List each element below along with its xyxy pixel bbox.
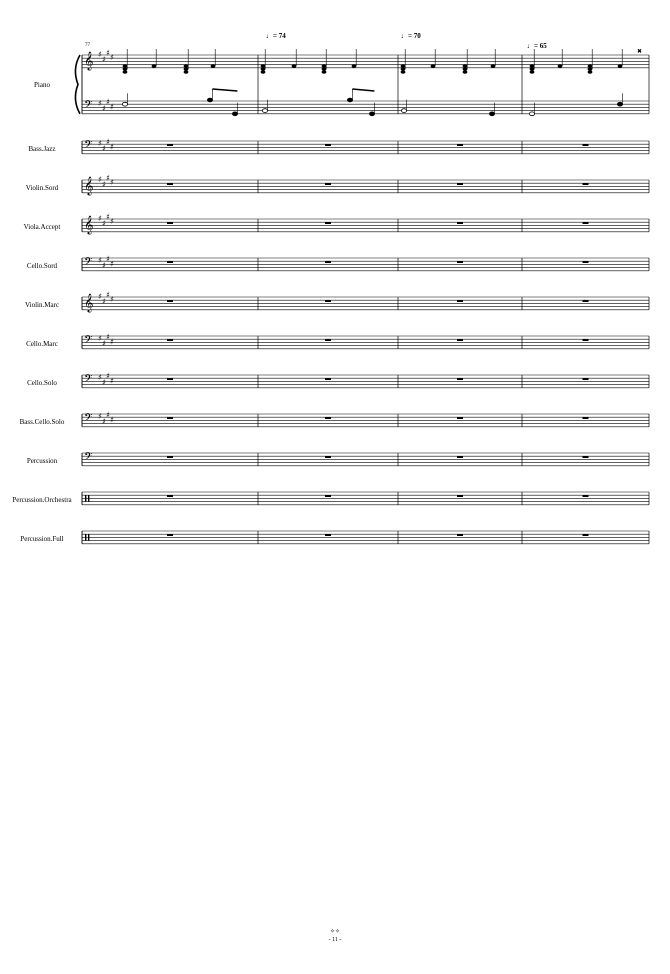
piano-bass-key-sharp: ♯: [106, 97, 110, 107]
piano-notehead: [184, 64, 189, 68]
instrument-label-cello-marc: Cello.Marc: [26, 340, 58, 348]
cello-solo-bass-clef: 𝄢: [84, 373, 93, 388]
viola-accept-whole-rest: [583, 222, 589, 224]
bass-cello-solo-whole-rest: [167, 417, 173, 419]
piano-bass-notehead: [122, 102, 127, 106]
piano-notehead: [618, 64, 623, 68]
piano-beam: [212, 89, 237, 91]
piano-notehead: [588, 70, 593, 74]
cello-marc-key-sharp: ♯: [98, 334, 102, 344]
piano-bass-notehead: [232, 112, 237, 116]
footer-mark: ✧✧: [329, 929, 341, 935]
cello-sord-whole-rest: [457, 261, 463, 263]
piano-bass-notehead: [369, 112, 374, 116]
violin-sord-whole-rest: [167, 183, 173, 185]
violin-marc-key-sharp: ♯: [98, 292, 102, 301]
cello-solo-key-sharp: ♯: [98, 373, 102, 383]
bass-jazz-whole-rest: [583, 144, 589, 146]
instrument-label-percussion: Percussion: [26, 457, 58, 465]
piano-treble-key-sharp: ♯: [98, 50, 102, 59]
percussion-bass-clef: 𝄢: [84, 451, 93, 466]
bass-cello-solo-whole-rest: [583, 417, 589, 419]
cello-sord-key-sharp: ♯: [110, 259, 114, 269]
piano-notehead: [431, 64, 436, 68]
piano-treble-key-sharp: ♯: [102, 54, 106, 64]
piano-notehead: [401, 70, 406, 74]
percussion-whole-rest: [325, 456, 331, 458]
piano-notehead: [184, 70, 189, 74]
piano-notehead: [530, 70, 535, 74]
bass-jazz-whole-rest: [325, 144, 331, 146]
tempo-mark-2-label: = 70: [408, 32, 421, 40]
piano-notehead: [463, 70, 468, 74]
percussion-full-whole-rest: [457, 534, 463, 536]
instrument-label-viola-accept: Viola.Accept: [23, 223, 61, 231]
piano-bass-notehead: [401, 109, 406, 113]
measure-number: 77: [85, 43, 90, 48]
violin-sord-key-sharp: ♯: [98, 175, 102, 184]
cello-marc-bass-clef: 𝄢: [84, 334, 93, 349]
instrument-label-violin-marc: Violin.Marc: [25, 301, 59, 309]
tempo-mark-3: ♩= 65: [527, 42, 547, 50]
cello-sord-key-sharp: ♯: [98, 256, 102, 266]
cello-solo-whole-rest: [325, 378, 331, 380]
violin-marc-whole-rest: [325, 300, 331, 302]
piano-notehead: [152, 64, 157, 68]
violin-marc-whole-rest: [457, 300, 463, 302]
percussion-orchestra-perc-clef: [85, 495, 86, 501]
bass-cello-solo-whole-rest: [457, 417, 463, 419]
piano-notehead: [463, 64, 468, 68]
cello-sord-bass-clef: 𝄢: [84, 256, 93, 271]
violin-marc-key-sharp: ♯: [110, 295, 114, 305]
cello-marc-key-sharp: ♯: [102, 339, 106, 348]
percussion-full-whole-rest: [167, 534, 173, 536]
cello-solo-key-sharp: ♯: [102, 378, 106, 387]
cello-marc-whole-rest: [167, 339, 173, 341]
bass-jazz-key-sharp: ♯: [102, 144, 106, 153]
violin-sord-treble-clef: 𝄞: [84, 176, 94, 195]
viola-accept-key-sharp: ♯: [98, 214, 102, 223]
instrument-label-violin-sord: Violin.Sord: [25, 184, 59, 192]
viola-accept-whole-rest: [325, 222, 331, 224]
piano-bass-key-sharp: ♯: [98, 99, 102, 109]
instrument-label-percussion-orchestra: Percussion.Orchestra: [12, 496, 72, 504]
piano-bass-notehead: [347, 98, 352, 102]
piano-bass-clef: 𝄢: [84, 99, 93, 114]
piano-treble-key-sharp: ♯: [110, 53, 114, 63]
percussion-orchestra-whole-rest: [167, 495, 173, 497]
cello-marc-whole-rest: [583, 339, 589, 341]
cello-sord-whole-rest: [583, 261, 589, 263]
cello-solo-key-sharp: ♯: [110, 376, 114, 386]
tempo-mark-1-label: = 74: [273, 32, 286, 40]
cello-sord-whole-rest: [167, 261, 173, 263]
cello-solo-key-sharp: ♯: [106, 371, 110, 381]
cello-sord-key-sharp: ♯: [102, 261, 106, 270]
piano-notehead: [530, 64, 535, 68]
tempo-mark-2: ♩= 70: [401, 32, 421, 40]
piano-notehead: [491, 64, 496, 68]
piano-notehead: [123, 70, 128, 74]
piano-bass-notehead: [207, 98, 212, 102]
piano-bass-notehead: [529, 112, 534, 116]
violin-sord-whole-rest: [325, 183, 331, 185]
piano-bass-key-sharp: ♯: [110, 102, 114, 112]
piano-notehead: [123, 64, 128, 68]
bass-cello-solo-key-sharp: ♯: [102, 417, 106, 426]
tempo-mark-3-label: = 65: [534, 42, 547, 50]
piano-notehead: [261, 70, 266, 74]
instrument-label-bass-cello-solo: Bass.Cello.Solo: [19, 418, 65, 426]
cello-sord-key-sharp: ♯: [106, 254, 110, 264]
bass-jazz-key-sharp: ♯: [110, 142, 114, 152]
percussion-orchestra-whole-rest: [583, 495, 589, 497]
bass-jazz-bass-clef: 𝄢: [84, 139, 93, 154]
viola-accept-key-sharp: ♯: [106, 212, 110, 222]
viola-accept-key-sharp: ♯: [110, 217, 114, 227]
piano-notehead: [322, 64, 327, 68]
violin-sord-whole-rest: [457, 183, 463, 185]
bass-cello-solo-whole-rest: [325, 417, 331, 419]
cello-marc-whole-rest: [325, 339, 331, 341]
piano-notehead: [211, 64, 216, 68]
viola-accept-treble-clef: 𝄞: [84, 215, 94, 234]
bass-jazz-key-sharp: ♯: [106, 137, 110, 147]
percussion-full-perc-clef: [85, 534, 86, 540]
violin-marc-whole-rest: [583, 300, 589, 302]
piano-bass-notehead: [617, 102, 622, 106]
viola-accept-whole-rest: [167, 222, 173, 224]
percussion-orchestra-whole-rest: [457, 495, 463, 497]
cello-marc-whole-rest: [457, 339, 463, 341]
bass-cello-solo-key-sharp: ♯: [98, 412, 102, 422]
cello-solo-whole-rest: [167, 378, 173, 380]
violin-marc-key-sharp: ♯: [106, 290, 110, 300]
bass-cello-solo-key-sharp: ♯: [106, 410, 110, 420]
bass-jazz-key-sharp: ♯: [98, 139, 102, 149]
percussion-whole-rest: [583, 456, 589, 458]
percussion-full-whole-rest: [325, 534, 331, 536]
percussion-full-perc-clef: [88, 534, 89, 540]
piano-notehead: [352, 64, 357, 68]
bass-cello-solo-key-sharp: ♯: [110, 415, 114, 425]
piano-notehead: [401, 64, 406, 68]
cello-marc-key-sharp: ♯: [110, 337, 114, 347]
tempo-mark-1: ♩= 74: [266, 32, 286, 40]
page-number: - 11 -: [328, 937, 342, 943]
bass-jazz-whole-rest: [457, 144, 463, 146]
violin-marc-whole-rest: [167, 300, 173, 302]
piano-notehead: [588, 64, 593, 68]
percussion-orchestra-whole-rest: [325, 495, 331, 497]
piano-bass-key-sharp: ♯: [102, 104, 106, 113]
viola-accept-whole-rest: [457, 222, 463, 224]
violin-sord-key-sharp: ♯: [110, 178, 114, 188]
instrument-label-bass-jazz: Bass.Jazz: [28, 145, 56, 153]
piano-treble-clef: 𝄞: [84, 51, 94, 70]
violin-sord-key-sharp: ♯: [106, 173, 110, 183]
piano-notehead: [558, 64, 563, 68]
bass-cello-solo-bass-clef: 𝄢: [84, 412, 93, 427]
cello-marc-key-sharp: ♯: [106, 332, 110, 342]
piano-notehead: [322, 70, 327, 74]
piano-treble-key-sharp: ♯: [106, 48, 110, 58]
instrument-label-cello-solo: Cello.Solo: [27, 379, 57, 387]
bass-jazz-whole-rest: [167, 144, 173, 146]
percussion-whole-rest: [167, 456, 173, 458]
cello-solo-whole-rest: [583, 378, 589, 380]
cello-sord-whole-rest: [325, 261, 331, 263]
percussion-full-whole-rest: [583, 534, 589, 536]
cello-solo-whole-rest: [457, 378, 463, 380]
percussion-orchestra-perc-clef: [88, 495, 89, 501]
violin-sord-key-sharp: ♯: [102, 179, 106, 189]
piano-beam: [352, 89, 374, 91]
violin-marc-treble-clef: 𝄞: [84, 293, 94, 312]
piano-notehead: [292, 64, 297, 68]
piano-bass-notehead: [489, 112, 494, 116]
viola-accept-key-sharp: ♯: [102, 218, 106, 228]
instrument-label-percussion-full: Percussion.Full: [20, 535, 64, 543]
violin-marc-key-sharp: ♯: [102, 296, 106, 306]
piano-end-mark: ✖: [637, 48, 643, 55]
instrument-label-cello-sord: Cello.Sord: [26, 262, 58, 270]
violin-sord-whole-rest: [583, 183, 589, 185]
piano-notehead: [261, 64, 266, 68]
percussion-whole-rest: [457, 456, 463, 458]
instrument-label-piano: Piano: [34, 81, 50, 89]
piano-bass-notehead: [262, 109, 267, 113]
